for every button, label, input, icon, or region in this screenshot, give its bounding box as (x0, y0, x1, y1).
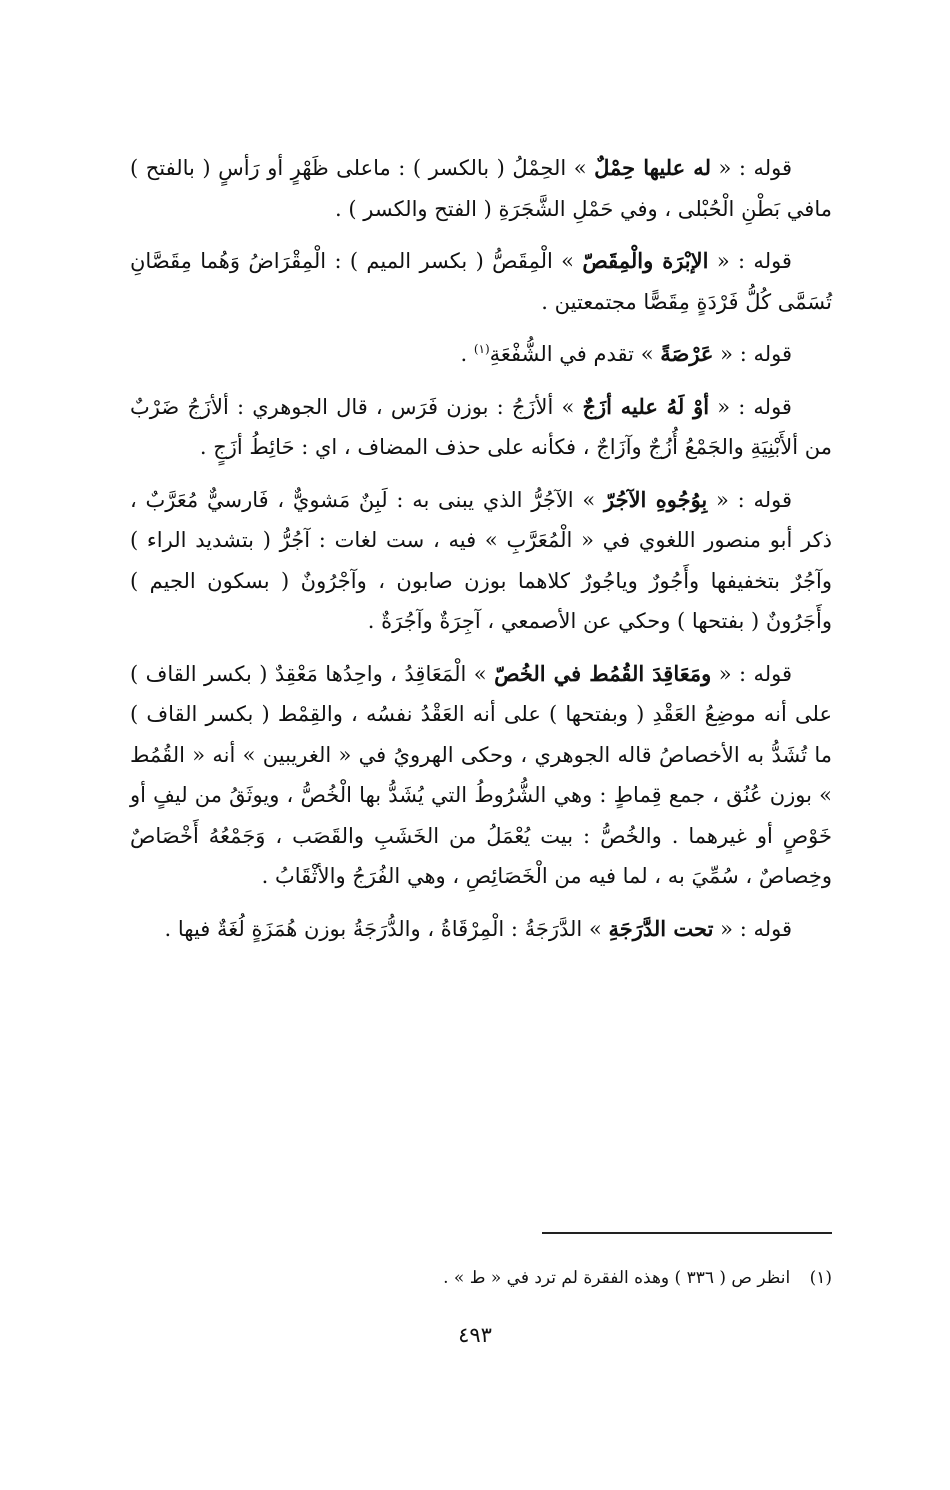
entry-label: قوله : (738, 394, 792, 419)
entry-body: الآجُرُّ الذي يبنى به : لَبِنٌ مَشويٌّ ، فَارسيٌّ مُعَرَّبٌ ، ذكر أبو منصور اللغوي في « الْمُعَرَّبِ » فيه ، ست لغات : آجُرُّ ( بتشديد الراء ) وآجُرٌ بتخفيفها وأَجُورٌ وياجُورٌ كلاهما بوزن صابون ، وآجْرُونٌ ( بسكون الجيم ) وأَجَرُونٌ ( بفتحها ) وحكي عن الأصمعي ، آجِرَةٌ وآجُرَةٌ . (130, 487, 832, 633)
footnote-divider (542, 1232, 832, 1234)
entry-lemma: الإبْرَة والْمِقَصّ (582, 248, 709, 273)
entry-body: الْمَعَاقِدُ ، واحِدُها مَعْقِدٌ ( بكسر القاف ) على أنه موضِعُ العَقْدِ ( وبفتحها ) على أنه العَقْدُ نفسُه ، والقِمْط ( بكسر القاف ) ما تُشَدُّ به الأخصاصُ قاله الجوهري ، وحكى الهرويُ في « الغريبين » أنه « القُمُط » بوزن عُنُق ، جمع قِماطٍ : وهي الشُّرُوطُ التي يُشَدُّ بها الْخُصُّ ، ويوثَقُ من ليفٍ أو خَوْصٍ أو غيرهما . والخُصُّ : بيت يُعْمَلُ من الخَشَبِ والقَصَب ، وَجَمْعُهُ أَخْصَاصٌ وخِصاصٌ ، سُمِّيَ به ، لما فيه من الْخَصَائِصِ ، وهي الفُرَجُ والأثْقَابُ . (130, 661, 832, 888)
footnote-text: انظر ص ( ٣٣٦ ) وهذه الفقرة لم ترد في « ط » . (443, 1268, 791, 1288)
quote-close: » (561, 394, 575, 419)
entry-lemma: ومَعَاقِدَ القُمُط في الخُصّ (494, 660, 712, 686)
quote-close: » (473, 661, 487, 686)
entry-body: الحِمْلُ ( بالكسر ) : ماعلى ظَهْرٍ أو رَأسٍ ( بالفتح ) مافي بَطْنِ الْحُبْلى ، وفي حَمْلِ الشَّجَرَةِ ( الفتح والكسر ) . (130, 156, 832, 221)
quote-close: » (561, 249, 575, 273)
entry-body: تقدم في الشُّفْعَةِ (489, 342, 635, 366)
entry-paragraph (130, 148, 832, 229)
entry-label: قوله : (738, 661, 793, 686)
entry-lemma: أوْ لَهُ عليه أزَجٌ (582, 393, 710, 419)
entry-label: قوله : (738, 249, 792, 273)
footnote (300, 1264, 832, 1292)
entry-body: ألأزَجُ : بوزن فَرَس ، قال الجوهري : ألأزَجُ ضَرْبٌ من ألأَبْنِيَةِ والجَمْعُ أُزُجٌ وآزَاجٌ ، فكأنه على حذف المضاف ، اي : حَائِطُ أزَجٍ . (130, 394, 832, 459)
quote-open: « (720, 916, 734, 941)
entry-body-end: . (460, 342, 474, 366)
footnote-reference[interactable]: (١) (473, 342, 490, 356)
entry-lemma: عَرْصَةً (660, 341, 714, 366)
entry-lemma: له عليها حِمْلٌ (594, 155, 711, 180)
entry-body: الدَّرَجَةُ : الْمِرْقَاةُ ، والدُّرَجَةُ بوزن هُمَزَةٍ لُغَةٌ فيها . (164, 916, 583, 941)
entry-paragraph (130, 241, 832, 322)
quote-close: » (640, 342, 654, 366)
quote-close: » (588, 916, 602, 941)
quote-open: « (717, 394, 731, 419)
body-text (130, 148, 832, 961)
quote-open: « (718, 661, 732, 686)
entry-label: قوله : (739, 916, 792, 941)
entry-paragraph (130, 909, 832, 950)
quote-open: « (716, 487, 729, 512)
entry-body: الْمِقَصُّ ( بكسر الميم ) : الْمِقْرَاضُ وَهُما مِقَصَّانِ تُسَمَّى كُلُّ فَرْدَةٍ مِقَصًّا مجتمعتين . (130, 249, 832, 314)
footnote-number: (١) (809, 1268, 832, 1288)
entry-paragraph (130, 334, 832, 375)
quote-open: « (718, 156, 732, 180)
quote-open: « (716, 249, 730, 273)
page-number: ٤٩٣ (458, 1323, 492, 1347)
entry-lemma: بِوُجُوهِ الآجُرّ (604, 486, 708, 512)
quote-close: » (582, 487, 596, 512)
quote-open: « (720, 342, 734, 366)
quote-close: » (573, 156, 587, 180)
entry-paragraph (130, 387, 832, 468)
entry-paragraph (130, 654, 832, 897)
entry-paragraph (130, 480, 832, 642)
entry-label: قوله : (737, 487, 792, 512)
entry-label: قوله : (739, 342, 792, 366)
entry-label: قوله : (738, 156, 792, 180)
entry-lemma: تحت الدَّرَجَةِ (608, 915, 714, 941)
